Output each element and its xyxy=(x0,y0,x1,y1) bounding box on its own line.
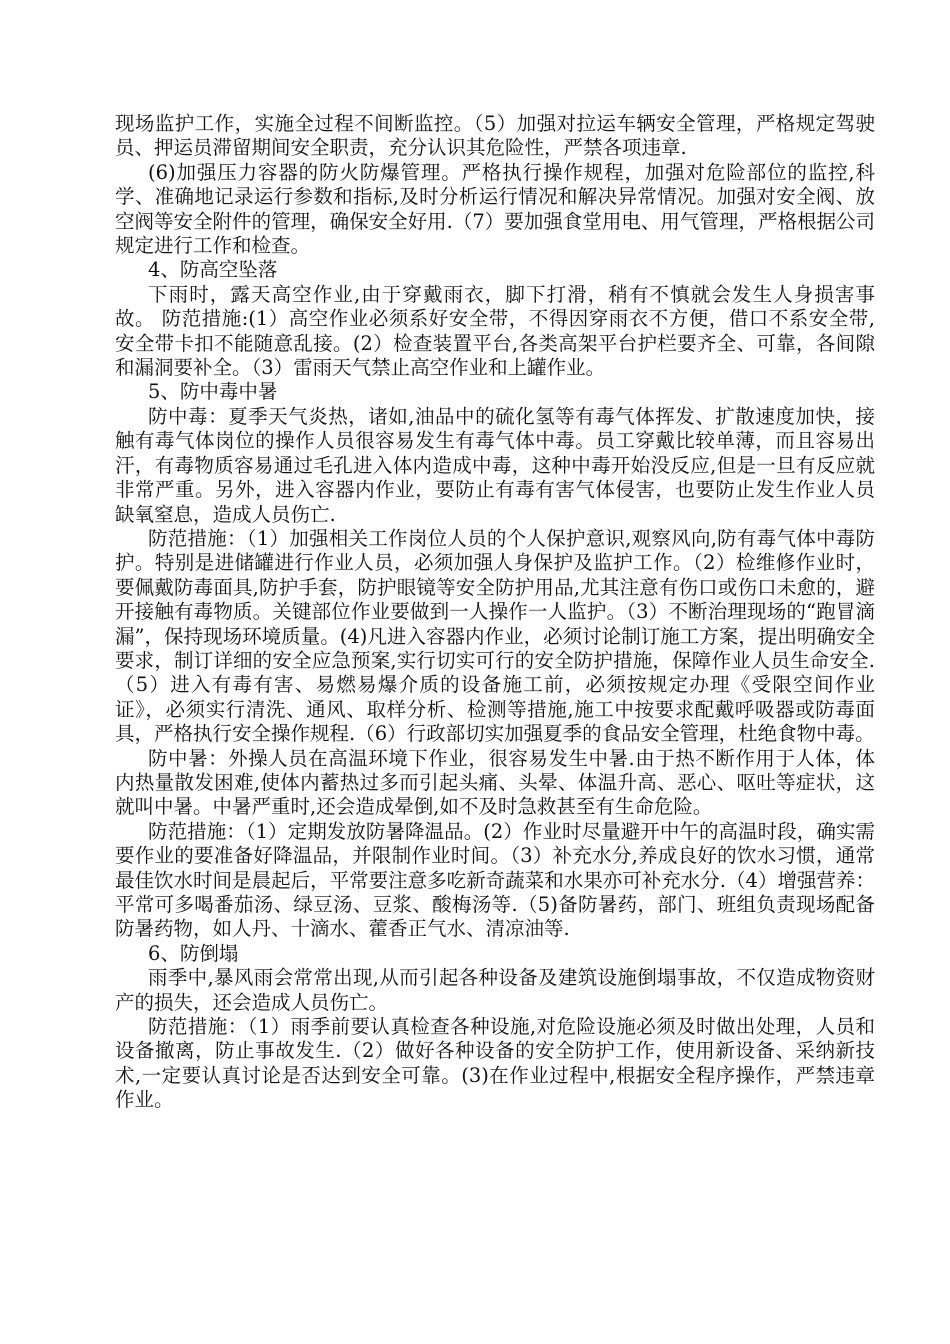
document-page xyxy=(115,112,875,1113)
paragraph-fall-prevention: 下雨时，露天高空作业,由于穿戴雨衣，脚下打滑，稍有不慎就会发生人身损害事故。 防范措施:(1）高空作业必须系好安全带，不得因穿雨衣不方便，借口不系安全带,安全带卡扣不能随意乱接。(2）检查装置平台,各类高架平台护栏要齐全、可靠，各间隙和漏洞要补全。（3）雷雨天气禁止高空作业和上罐作业。 xyxy=(115,282,875,380)
paragraph-collapse-intro: 雨季中,暴风雨会常常出现,从而引起各种设备及建筑设施倒塌事故，不仅造成物资财产的损失，还会造成人员伤亡。 xyxy=(115,966,875,1014)
section-heading-poison-heatstroke: 5、防中毒中暑 xyxy=(148,380,278,404)
paragraph-pressure-vessel: (6)加强压力容器的防火防爆管理。严格执行操作规程，加强对危险部位的监控,科学、准确地记录运行参数和指标,及时分析运行情况和解决异常情况。加强对安全阀、放空阀等安全附件的管理，确保安全好用.（7）要加强食堂用电、用气管理，严格根据公司规定进行工作和检查。 xyxy=(115,160,875,258)
paragraph-collapse-measures: 防范措施：（1）雨季前要认真检查各种设施,对危险设施必须及时做出处理，人员和设备撤离，防止事故发生.（2）做好各种设备的安全防护工作，使用新设备、采纳新技术,一定要认真讨论是否达到安全可靠。(3)在作业过程中,根据安全程序操作，严禁违章作业。 xyxy=(115,1015,875,1112)
paragraph-poison-intro: 防中毒：夏季天气炎热，诸如,油品中的硫化氢等有毒气体挥发、扩散速度加快，接触有毒气体岗位的操作人员很容易发生有毒气体中毒。员工穿戴比较单薄，而且容易出汗，有毒物质容易通过毛孔进入体内造成中毒，这种中毒开始没反应,但是一旦有反应就非常严重。另外，进入容器内作业，要防止有毒有害气体侵害，也要防止发生作业人员缺氧窒息，造成人员伤亡. xyxy=(115,404,875,526)
paragraph-heatstroke-measures: 防范措施：（1）定期发放防暑降温品。(2）作业时尽量避开中午的高温时段，确实需要作业的要准备好降温品，并限制作业时间。（3）补充水分,养成良好的饮水习惯，通常最佳饮水时间是晨起后，平常要注意多吃新奇蔬菜和水果亦可补充水分.（4）增强营养：平常可多喝番茄汤、绿豆汤、豆浆、酸梅汤等.（5)备防暑药，部门、班组负责现场配备防暑药物，如人丹、十滴水、藿香正气水、清凉油等. xyxy=(115,819,875,941)
section-heading-collapse: 6、防倒塌 xyxy=(148,941,239,965)
paragraph-continuation: 现场监护工作，实施全过程不间断监控。（5）加强对拉运车辆安全管理，严格规定驾驶员、押运员滞留期间安全职责，充分认识其危险性，严禁各项违章. xyxy=(115,112,875,160)
paragraph-heatstroke-intro: 防中暑：外操人员在高温环境下作业，很容易发生中暑.由于热不断作用于人体，体内热量散发困难,使体内蓄热过多而引起头痛、头晕、体温升高、恶心、呕吐等症状，这就叫中暑。中暑严重时,还会造成晕倒,如不及时急救甚至有生命危险。 xyxy=(115,746,875,819)
section-heading-fall-prevention: 4、防高空坠落 xyxy=(148,258,278,282)
paragraph-poison-measures: 防范措施：（1）加强相关工作岗位人员的个人保护意识,观察风向,防有毒气体中毒防护。特别是进储罐进行作业人员，必须加强人身保护及监护工作。（2）检维修作业时，要佩戴防毒面具,防护手套，防护眼镜等安全防护用品,尤其注意有伤口或伤口未愈的，避开接触有毒物质。关键部位作业要做到一人操作一人监护。（3）不断治理现场的“跑冒滴漏”，保持现场环境质量。(4)凡进入容器内作业，必须讨论制订施工方案，提出明确安全要求，制订详细的安全应急预案,实行切实可行的安全防护措施，保障作业人员生命安全.（5）进入有毒有害、易燃易爆介质的设备施工前，必须按规定办理《受限空间作业证》，必须实行清洗、通风、取样分析、检测等措施,施工中按要求配戴呼吸器或防毒面具，严格执行安全操作规程.（6）行政部切实加强夏季的食品安全管理，杜绝食物中毒。 xyxy=(115,526,875,746)
